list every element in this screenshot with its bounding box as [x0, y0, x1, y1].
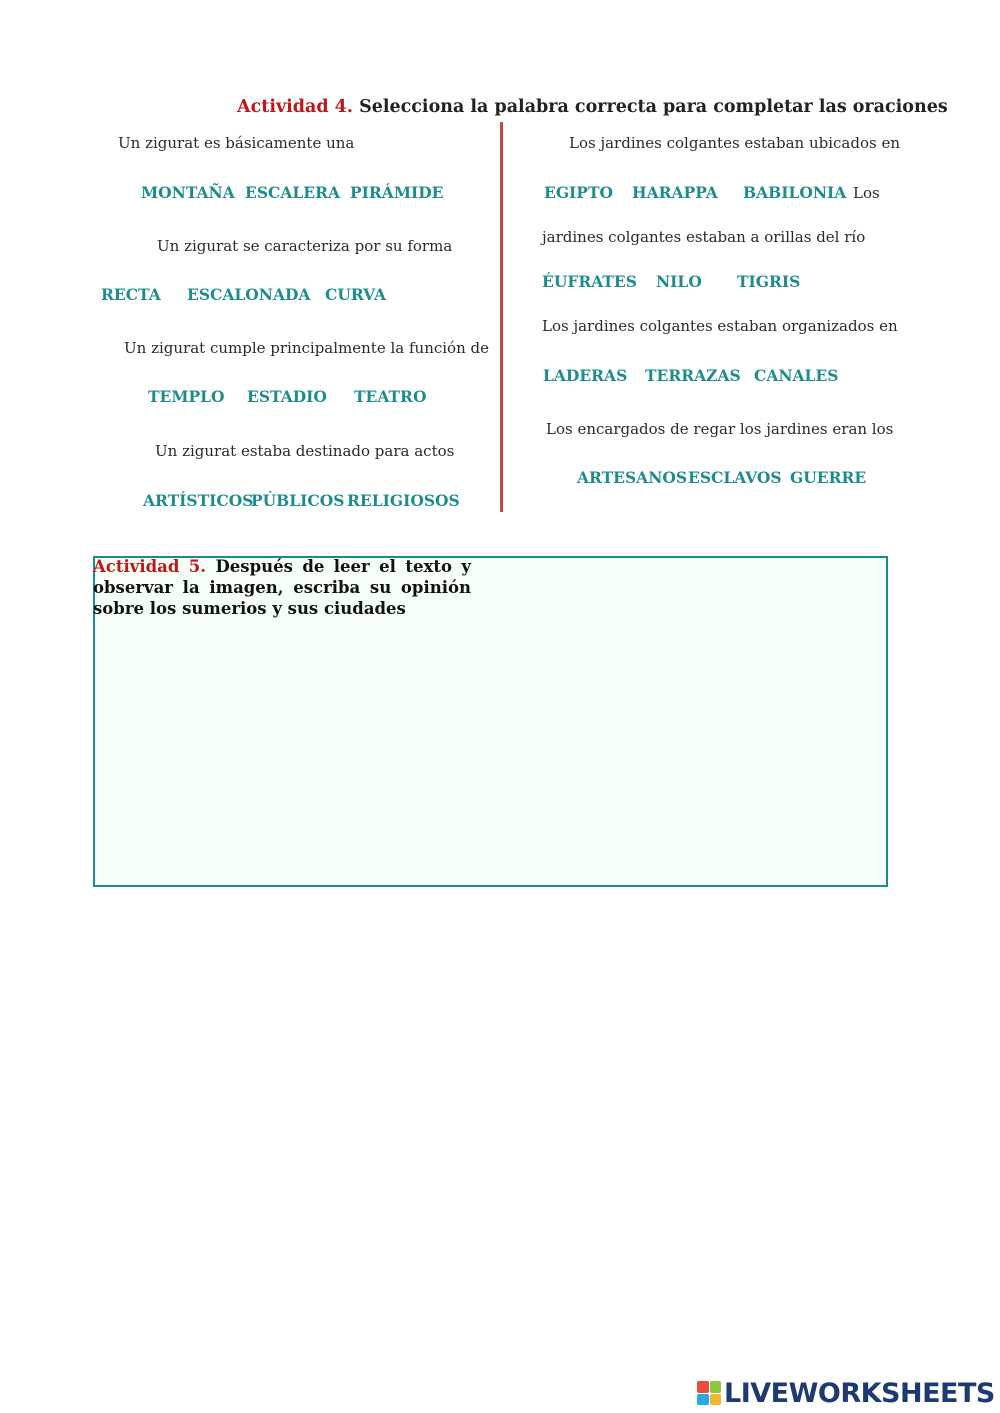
option-harappa[interactable]: HARAPPA — [632, 183, 718, 202]
option-estadio[interactable]: ESTADIO — [247, 387, 327, 406]
activity5-instruction: Después de leer el texto y observar la imagen, escriba su opinión sobre los sumerios y sus ciudades — [93, 557, 471, 618]
column-divider — [500, 122, 503, 512]
option-teatro[interactable]: TEATRO — [354, 387, 427, 406]
question-left-1: Un zigurat es básicamente una — [118, 134, 355, 152]
activity4-label: Actividad 4. — [237, 97, 353, 117]
option-egipto[interactable]: EGIPTO — [544, 183, 613, 202]
option-recta[interactable]: RECTA — [101, 285, 161, 304]
option-religiosos[interactable]: RELIGIOSOS — [347, 491, 460, 510]
option-publicos[interactable]: PÚBLICOS — [251, 491, 345, 510]
option-curva[interactable]: CURVA — [325, 285, 387, 304]
option-tigris[interactable]: TIGRIS — [737, 272, 801, 291]
liveworksheets-logo — [697, 1378, 995, 1408]
question-right-2: jardines colgantes estaban a orillas del río — [542, 228, 866, 246]
question-right-2-start: Los — [853, 184, 880, 202]
option-esclavos[interactable]: ESCLAVOS — [688, 468, 782, 487]
question-right-4: Los encargados de regar los jardines eran los — [546, 420, 894, 438]
option-escalera[interactable]: ESCALERA — [245, 183, 340, 202]
option-piramide[interactable]: PIRÁMIDE — [350, 183, 444, 202]
option-terrazas[interactable]: TERRAZAS — [645, 366, 741, 385]
option-templo[interactable]: TEMPLO — [148, 387, 225, 406]
activity4-title — [237, 97, 948, 117]
activity5-label: Actividad 5. — [93, 557, 207, 576]
liveworksheets-logo-icon — [697, 1381, 721, 1405]
question-right-1: Los jardines colgantes estaban ubicados en — [569, 134, 900, 152]
option-canales[interactable]: CANALES — [754, 366, 839, 385]
logo-text: LIVEWORKSHEETS — [724, 1377, 995, 1409]
question-right-3: Los jardines colgantes estaban organizados en — [542, 317, 898, 335]
option-laderas[interactable]: LADERAS — [543, 366, 628, 385]
activity4-instruction: Selecciona la palabra correcta para completar las oraciones — [359, 97, 948, 117]
activity5-prompt — [93, 556, 471, 619]
option-babilonia[interactable]: BABILONIA — [743, 183, 847, 202]
question-left-2: Un zigurat se caracteriza por su forma — [157, 237, 453, 255]
option-eufrates[interactable]: ÉUFRATES — [542, 272, 637, 291]
option-artesanos[interactable]: ARTESANOS — [577, 468, 688, 487]
option-artisticos[interactable]: ARTÍSTICOS — [143, 491, 254, 510]
option-guerre[interactable]: GUERRE — [790, 468, 867, 487]
option-nilo[interactable]: NILO — [656, 272, 702, 291]
option-escalonada[interactable]: ESCALONADA — [187, 285, 311, 304]
option-montana[interactable]: MONTAÑA — [141, 183, 235, 202]
question-left-4: Un zigurat estaba destinado para actos — [155, 442, 455, 460]
question-left-3: Un zigurat cumple principalmente la función de — [124, 339, 489, 357]
